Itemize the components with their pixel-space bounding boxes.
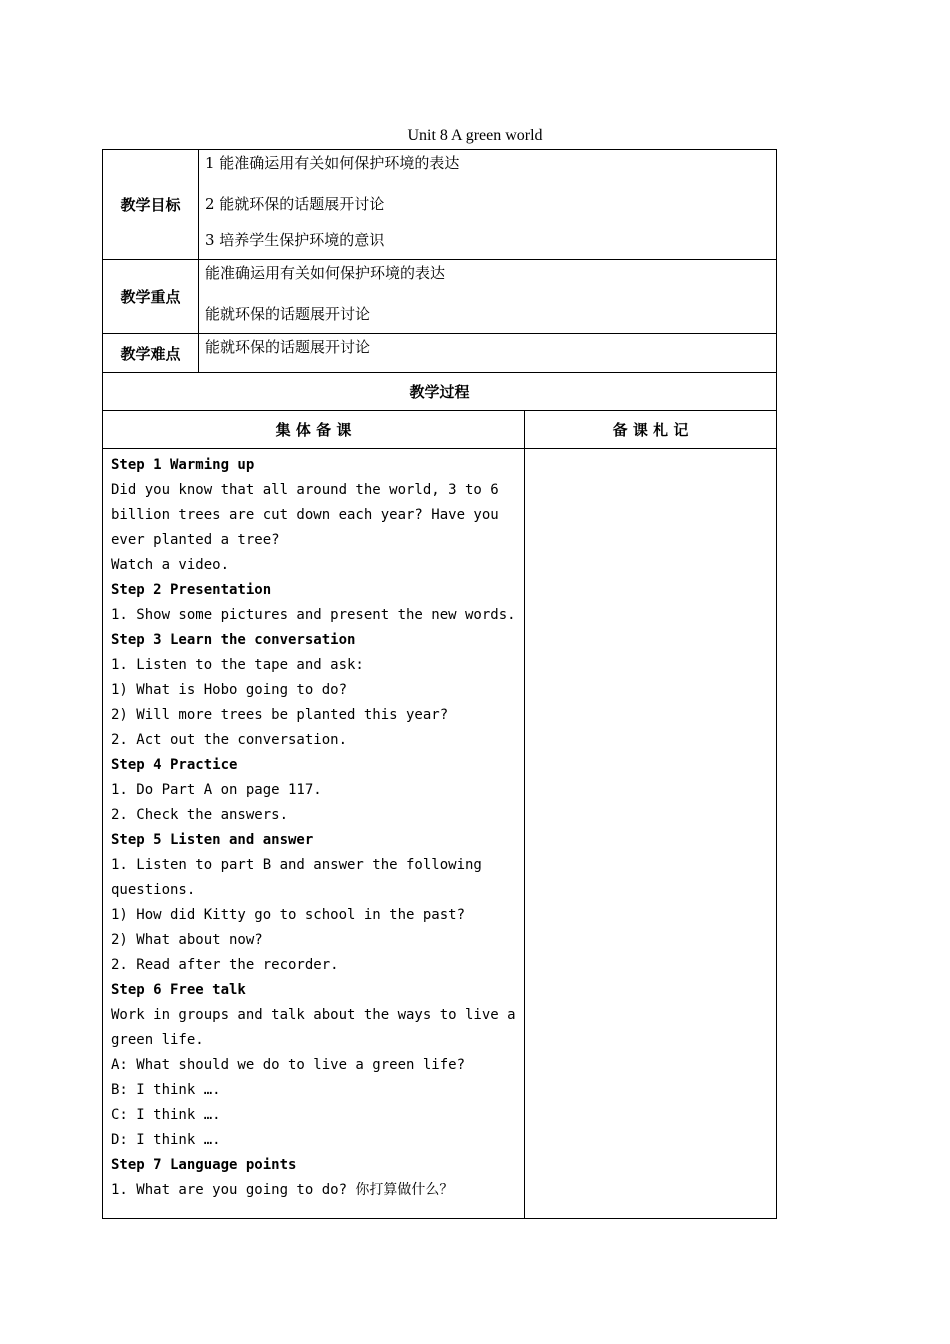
objective-item: 1 能准确运用有关如何保护环境的表达 bbox=[205, 154, 460, 172]
step-line: Watch a video. bbox=[111, 557, 230, 573]
col-collective-prep: 集 体 备 课 bbox=[103, 411, 525, 449]
step-line: A: What should we do to live a green life? bbox=[111, 1057, 466, 1073]
document-title: Unit 8 A green world bbox=[407, 127, 543, 144]
objective-item: 2 能就环保的话题展开讨论 bbox=[205, 195, 385, 213]
step-line: 2) Will more trees be planted this year? bbox=[111, 707, 449, 723]
notes-cell bbox=[525, 449, 777, 1219]
step-line: 1. What are you going to do? 你打算做什么？ bbox=[111, 1182, 454, 1198]
step-line: 1. Listen to part B and answer the following questions. bbox=[111, 857, 491, 898]
step-heading: Step 7 Language points bbox=[111, 1157, 297, 1173]
step-heading: Step 4 Practice bbox=[111, 757, 238, 773]
step-heading: Step 5 Listen and answer bbox=[111, 832, 314, 848]
objective-item: 3 培养学生保护环境的意识 bbox=[205, 231, 385, 249]
step-line: 2. Check the answers. bbox=[111, 807, 289, 823]
key-points-content bbox=[199, 260, 777, 334]
difficulties-label: 教学难点 bbox=[103, 334, 199, 373]
difficulty-item: 能就环保的话题展开讨论 bbox=[205, 338, 371, 356]
column-header-row bbox=[103, 411, 777, 449]
step-line: 1) What is Hobo going to do? bbox=[111, 682, 348, 698]
step-line: 2. Read after the recorder. bbox=[111, 957, 339, 973]
step-line: 2) What about now? bbox=[111, 932, 263, 948]
step-line: 1. Do Part A on page 117. bbox=[111, 782, 322, 798]
difficulties-row bbox=[103, 334, 777, 373]
step-line: 1. Listen to the tape and ask: bbox=[111, 657, 364, 673]
step-line: 2. Act out the conversation. bbox=[111, 732, 348, 748]
step-heading: Step 6 Free talk bbox=[111, 982, 246, 998]
objectives-row bbox=[103, 150, 777, 260]
step-line: Work in groups and talk about the ways to live a green life. bbox=[111, 1007, 525, 1048]
process-row bbox=[103, 373, 777, 411]
step-line: C: I think …. bbox=[111, 1107, 221, 1123]
steps-row bbox=[103, 449, 777, 1219]
lesson-plan-table bbox=[102, 149, 777, 1219]
step-heading: Step 1 Warming up bbox=[111, 457, 255, 473]
step-line: D: I think …. bbox=[111, 1132, 221, 1148]
objectives-label: 教学目标 bbox=[103, 150, 199, 260]
step-heading: Step 3 Learn the conversation bbox=[111, 632, 356, 648]
step-line: B: I think …. bbox=[111, 1082, 221, 1098]
difficulties-content bbox=[199, 334, 777, 373]
step-heading: Step 2 Presentation bbox=[111, 582, 272, 598]
key-point-item: 能就环保的话题展开讨论 bbox=[205, 305, 371, 323]
steps-content bbox=[103, 449, 525, 1219]
col-prep-notes: 备 课 札 记 bbox=[525, 411, 777, 449]
key-points-row bbox=[103, 260, 777, 334]
key-points-label: 教学重点 bbox=[103, 260, 199, 334]
objectives-content bbox=[199, 150, 777, 260]
step-line: 1) How did Kitty go to school in the past? bbox=[111, 907, 466, 923]
key-point-item: 能准确运用有关如何保护环境的表达 bbox=[205, 264, 446, 282]
step-line: 1. Show some pictures and present the new words. bbox=[111, 607, 516, 623]
process-title: 教学过程 bbox=[103, 373, 777, 411]
step-line: Did you know that all around the world, 3 to 6 billion trees are cut down each year? Have you ever planted a tree? bbox=[111, 482, 508, 548]
